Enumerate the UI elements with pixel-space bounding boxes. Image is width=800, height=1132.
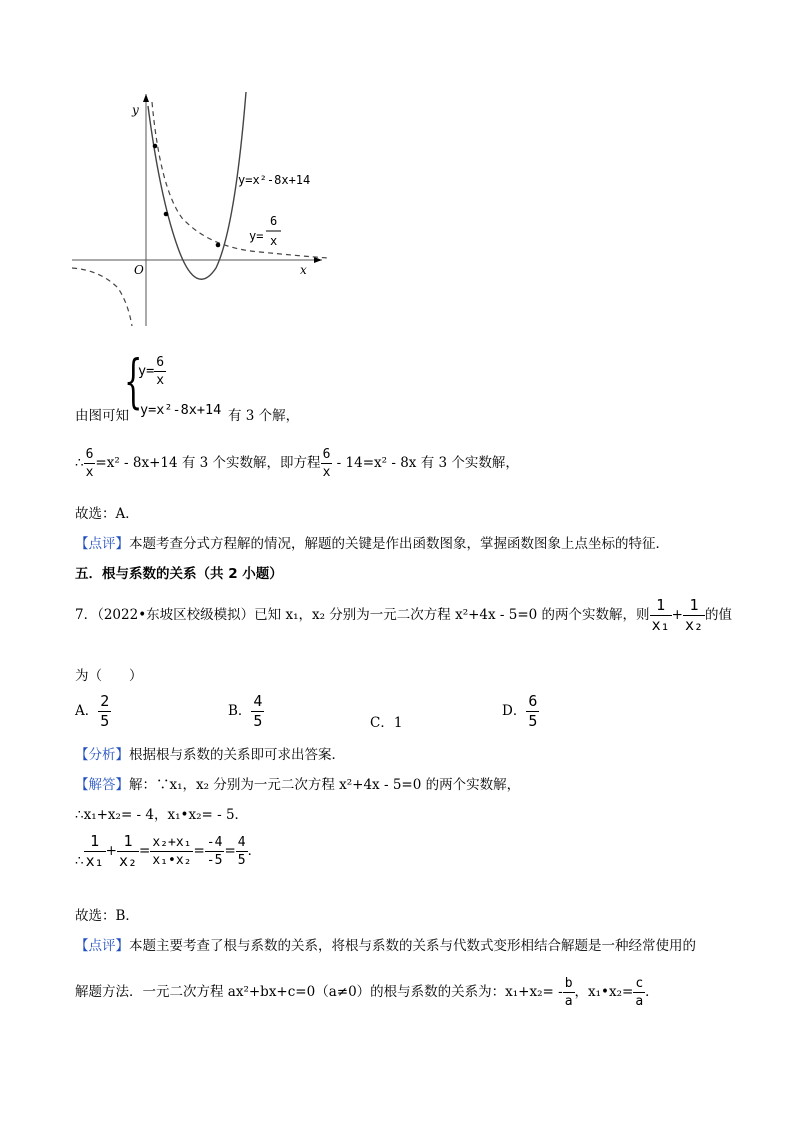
analysis [75,743,345,763]
p4-comment [75,532,669,552]
sys1-prefix: y= [138,363,155,379]
comment-frac-c [633,977,645,1008]
option-d-frac [526,694,539,729]
comment-b-num: b [564,976,573,991]
calc-d-num: -4 [206,835,223,850]
q7-num: 7． [75,607,98,623]
hyperbola-label-den: x [270,234,278,248]
option-c[interactable] [370,711,402,731]
option-a-num: 2 [100,692,110,710]
calc-c-num: x₂+x₁ [152,835,192,850]
calc-eq-3: = [224,843,236,859]
hyperbola-left-branch [72,268,132,326]
comment-line1 [75,934,696,954]
p1-prefix: 由图可知 [75,408,129,424]
p2 [75,448,519,479]
option-a-den: 5 [100,712,110,730]
analysis-tag: 【分析】 [75,747,129,763]
q7-line2: 为（ ） [75,668,143,684]
sys1-den: x [156,373,165,388]
comment-end: ． [645,984,659,1000]
sys1-num: 6 [156,355,165,370]
option-d-num: 6 [528,692,538,710]
q7-frac1-num: 1 [656,596,666,614]
calc-b-den: x₂ [118,852,138,870]
calc-e-den: 5 [237,853,246,868]
calc-frac-b [117,834,139,869]
p4-text: 本题考查分式方程解的情况，解题的关键是作出函数图象，掌握函数图象上点坐标的特征． [129,536,669,552]
system-line-2: y=x²-8x+14 [140,402,222,418]
q7-text: （2022•东坡区校级模拟）已知 x₁，x₂ 分别为一元二次方程 x²+4x - 5=0 的两个实数解，则 [97,607,650,623]
p2-frac2-num: 6 [322,447,331,462]
y-axis-label: y [132,103,139,117]
solution-text: 解：∵x₁，x₂ 分别为一元二次方程 x²+4x - 5=0 的两个实数解， [129,777,521,793]
p2-frac2 [321,448,333,479]
q7-frac2 [683,598,705,633]
comment-b-den: a [564,994,573,1009]
option-b-num: 4 [253,692,263,710]
p2-frac1-num: 6 [85,447,94,462]
analysis-text: 根据根与系数的关系即可求出答案． [129,747,345,763]
comment-c-den: a [635,994,644,1009]
solution-calc [75,834,261,869]
calc-eq-2: = [193,843,205,859]
q7-line1 [75,598,732,633]
x-axis-arrow [314,257,322,263]
section-title: 五．根与系数的关系（共 2 小题） [75,566,283,582]
choose-answer: 故选：B． [75,908,139,924]
calc-a-den: x₁ [85,852,104,870]
q7-frac1-den: x₁ [651,616,670,634]
p1-suffix: 有 3 个解， [228,408,300,424]
option-c-text: 1 [393,715,403,731]
option-d-label: D． [502,703,527,719]
comment-line2-text: 解题方法．一元二次方程 ax²+bx+c=0（a≠0）的根与系数的关系为：x₁+x₂= - [75,984,563,1000]
system-line-1 [138,356,166,387]
calc-plus: + [105,843,117,859]
calc-end: ． [247,843,262,859]
q7-frac2-num: 1 [689,596,699,614]
parabola-label: y=x²-8x+14 [238,173,311,187]
solution-line2: ∴x₁+x₂= - 4，x₁•x₂= - 5． [75,807,249,823]
calc-a-num: 1 [90,832,100,850]
p2-therefore: ∴ [75,455,84,471]
calc-d-den: -5 [206,853,223,868]
system-brace: { [124,347,143,415]
hyperbola-label-num: 6 [270,214,278,228]
sys1-frac [154,356,166,387]
calc-therefore: ∴ [75,853,84,869]
calc-c-den: x₁•x₂ [152,853,192,868]
option-a-label: A． [75,703,99,719]
calc-frac-c [150,836,193,867]
comment-text: 本题主要考查了根与系数的关系，将根与系数的关系与代数式变形相结合解题是一种经常使用的 [129,938,696,954]
calc-b-num: 1 [123,832,133,850]
comment-mid: ，x₁•x₂= [574,984,634,1000]
option-c-label: C． [370,715,394,731]
p2-frac2-den: x [322,465,331,480]
q7-frac2-den: x₂ [684,616,703,634]
y-axis-arrow [143,94,149,102]
option-a-frac [98,694,111,729]
p2-mid: =x² - 8x+14 有 3 个实数解，即方程 [95,455,321,471]
origin-label: O [134,263,144,277]
option-b-frac [251,694,264,729]
comment-c-num: c [635,976,644,991]
hyperbola-label-prefix: y= [249,229,264,243]
comment-tag: 【点评】 [75,938,129,954]
solution-tag: 【解答】 [75,777,129,793]
q7-tail: 的值 [705,607,732,623]
x-axis-label: x [300,263,307,277]
calc-frac-d [205,836,225,867]
calc-eq-1: = [139,843,151,859]
comment-frac-b [563,977,575,1008]
parabola-curve [148,92,246,279]
option-a[interactable] [75,694,111,729]
intersection-point [164,212,169,217]
option-d-den: 5 [528,712,538,730]
calc-frac-e [236,836,248,867]
p4-tag: 【点评】 [75,536,129,552]
p2-frac1-den: x [85,465,94,480]
option-d[interactable] [502,694,539,729]
option-b[interactable] [228,694,264,729]
q7-frac1 [650,598,672,633]
calc-e-num: 4 [237,835,246,850]
calc-frac-a [84,834,106,869]
solution-line1 [75,773,520,793]
q7-plus: + [671,607,683,623]
p3-choose: 故选：A． [75,506,139,522]
option-b-den: 5 [253,712,263,730]
option-b-label: B． [228,703,252,719]
p2-end: - 14=x² - 8x 有 3 个实数解， [332,455,519,471]
intersection-point [153,144,158,149]
comment-line2 [75,977,659,1008]
intersection-point [216,243,221,248]
p2-frac1 [84,448,96,479]
function-graph [60,88,340,338]
